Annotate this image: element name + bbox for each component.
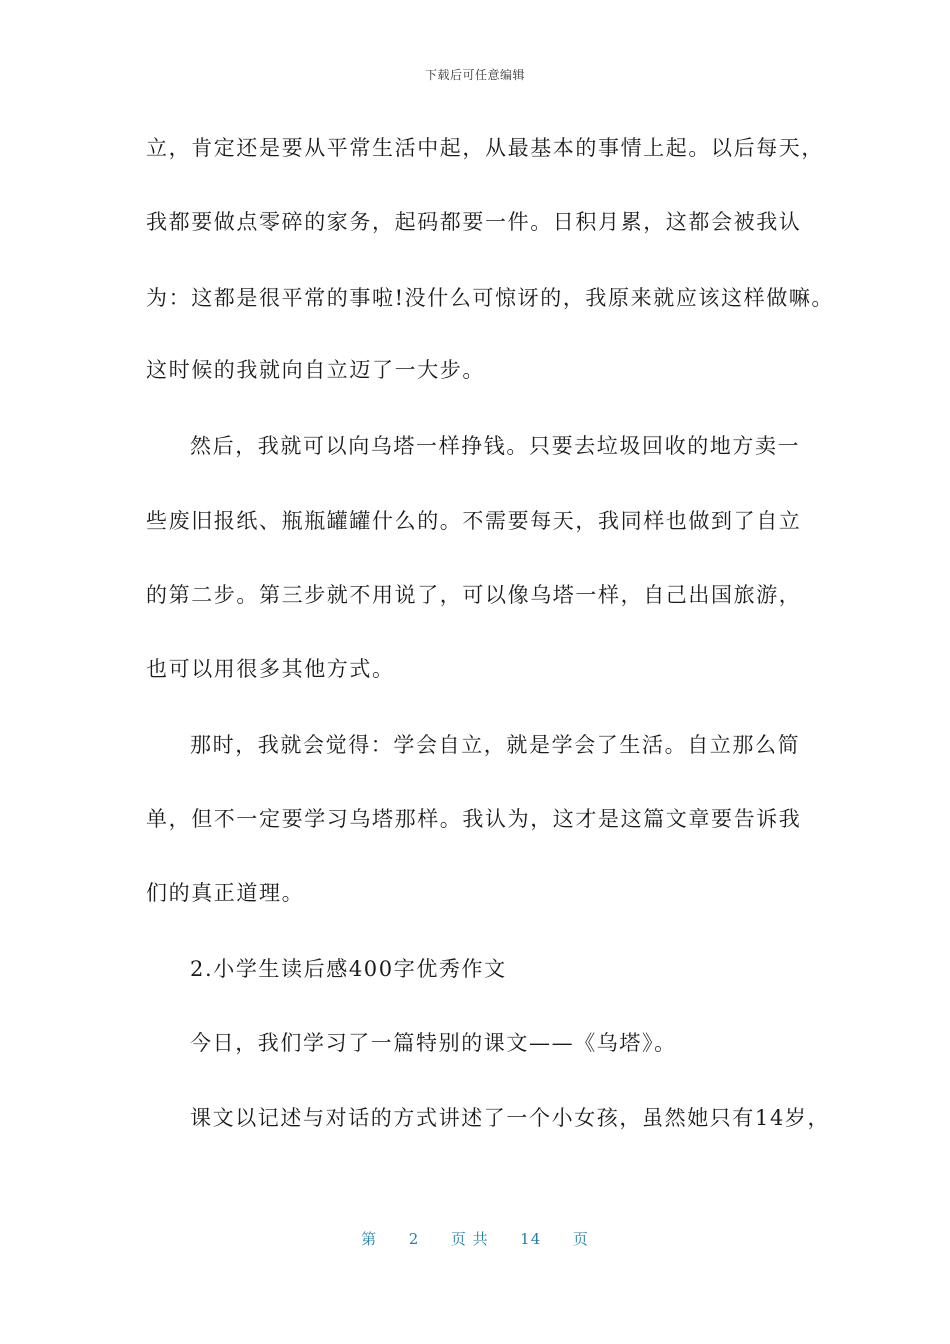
body-line-4: 这时候的我就向自立迈了一大步。	[146, 358, 485, 382]
page-footer	[0, 1228, 950, 1249]
footer-middle: 页 共	[450, 1230, 489, 1248]
footer-page-number: 2	[408, 1230, 420, 1248]
body-line-13: 今日，我们学习了一篇特别的课文——《乌塔》。	[190, 1031, 677, 1055]
body-line-6: 些废旧报纸、瓶瓶罐罐什么的。不需要每天，我同样也做到了自立	[146, 509, 802, 533]
footer-prefix: 第	[361, 1230, 378, 1248]
body-line-8: 也可以用很多其他方式。	[146, 657, 395, 681]
body-line-2: 我都要做点零碎的家务，起码都要一件。日积月累，这都会被我认	[146, 210, 802, 234]
body-line-7: 的第二步。第三步就不用说了，可以像乌塔一样，自己出国旅游，	[146, 583, 802, 607]
body-line-3: 为：这都是很平常的事啦!没什么可惊讶的，我原来就应该这样做嘛。	[146, 286, 835, 310]
body-line-11: 们的真正道理。	[146, 881, 305, 905]
header-note: 下载后可任意编辑	[424, 68, 525, 82]
footer-suffix: 页	[572, 1230, 589, 1248]
body-line-10: 单，但不一定要学习乌塔那样。我认为，这才是这篇文章要告诉我	[146, 807, 802, 831]
body-line-1: 立，肯定还是要从平常生活中起，从最基本的事情上起。以后每天，	[146, 136, 824, 160]
body-line-9: 那时，我就会觉得：学会自立，就是学会了生活。自立那么简	[190, 733, 801, 757]
body-line-5: 然后，我就可以向乌塔一样挣钱。只要去垃圾回收的地方卖一	[190, 434, 801, 458]
footer-total-pages: 14	[520, 1230, 542, 1248]
body-line-14: 课文以记述与对话的方式讲述了一个小女孩，虽然她只有14岁，	[190, 1106, 831, 1130]
section-heading: 2.小学生读后感400字优秀作文	[190, 957, 507, 981]
